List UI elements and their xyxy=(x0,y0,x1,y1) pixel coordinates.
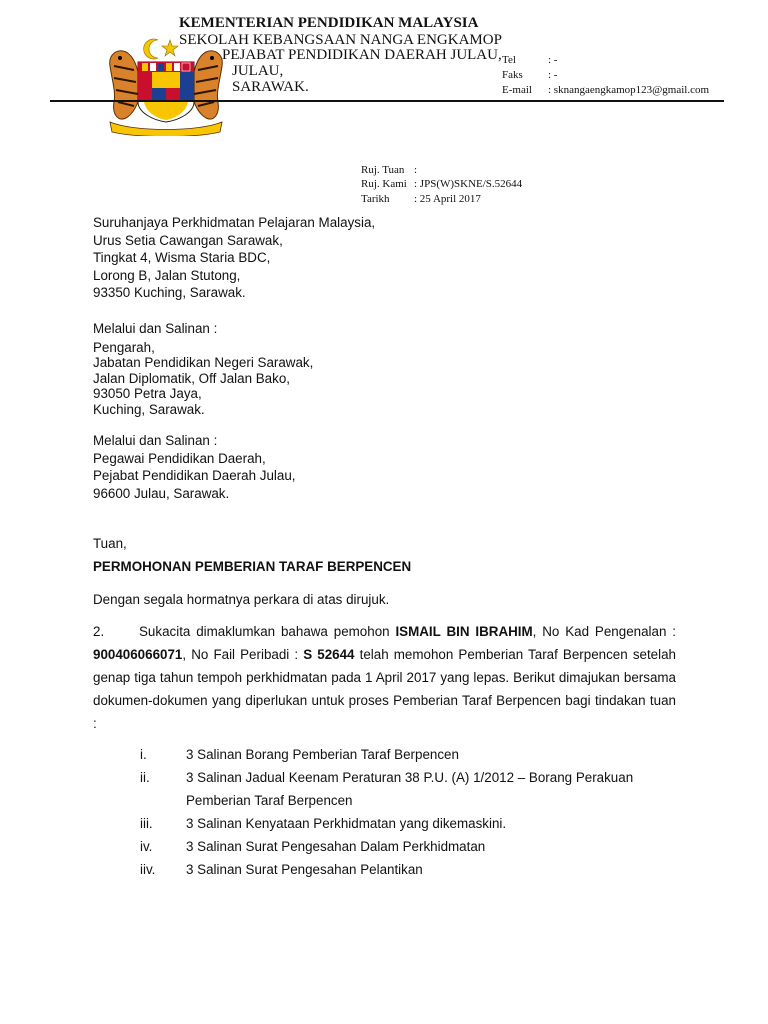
list-item: iv. 3 Salinan Surat Pengesahan Dalam Perkhidmatan xyxy=(140,839,486,854)
list-item: iiv. 3 Salinan Surat Pengesahan Pelantikan xyxy=(140,862,423,877)
letter-subject: PERMOHONAN PEMBERIAN TARAF BERPENCEN xyxy=(93,559,412,574)
address-line: 96600 Julau, Sarawak. xyxy=(93,485,230,501)
list-item: iii. 3 Salinan Kenyataan Perkhidmatan yang dikemaskini. xyxy=(140,816,507,831)
applicant-name: ISMAIL BIN IBRAHIM xyxy=(395,624,533,639)
address-line: 93050 Petra Jaya, xyxy=(93,386,202,402)
ref-ruj-tuan: Ruj. Tuan : xyxy=(361,164,418,176)
address-line: Lorong B, Jalan Stutong, xyxy=(93,267,241,283)
contact-email: E-mail : sknangaengkamop123@gmail.com xyxy=(502,84,710,96)
ref-tarikh: Tarikh : 25 April 2017 xyxy=(361,193,481,205)
copy-heading: Melalui dan Salinan : xyxy=(93,433,218,448)
copy-to-district-officer xyxy=(93,432,296,502)
contact-fax: Faks : - xyxy=(502,69,558,81)
recipient-address xyxy=(93,214,375,302)
salutation: Tuan, xyxy=(93,536,127,551)
ministry-name: KEMENTERIAN PENDIDIKAN MALAYSIA xyxy=(179,15,479,31)
ref-ruj-kami: Ruj. Kami : JPS(W)SKNE/S.52644 xyxy=(361,178,523,190)
address-line: Jalan Diplomatik, Off Jalan Bako, xyxy=(93,370,290,386)
file-number: S 52644 xyxy=(303,647,355,662)
state-name: SARAWAK. xyxy=(232,79,309,95)
address-line: Urus Setia Cawangan Sarawak, xyxy=(93,232,283,248)
opening-sentence: Dengan segala hormatnya perkara di atas dirujuk. xyxy=(93,592,390,607)
coat-of-arms-icon xyxy=(104,36,228,136)
school-name: SEKOLAH KEBANGSAAN NANGA ENGKAMOP xyxy=(179,32,502,48)
address-line: 93350 Kuching, Sarawak. xyxy=(93,285,246,301)
address-line: Kuching, Sarawak. xyxy=(93,401,205,417)
address-line: Tingkat 4, Wisma Staria BDC, xyxy=(93,250,271,266)
paragraph-2: 2. Sukacita dimaklumkan bahawa pemohon ISMAIL BIN IBRAHIM, No Kad Pengenalan : 900406066071, No Fail Peribadi : S 52644 telah memohon Pemberian Taraf Berpencen setelah genap tiga tahun tempoh perkhidmatan pada 1 April 2017 yang lepas. Berikut dimajukan bersama dokumen-dokumen yang diperlukan untuk proses Pemberian Taraf Berpencen bagi tindakan tuan : xyxy=(93,620,676,735)
contact-tel: Tel : - xyxy=(502,54,558,66)
office-name: PEJABAT PENDIDIKAN DAERAH JULAU, xyxy=(222,47,502,63)
header-divider xyxy=(50,100,724,102)
address-line: Suruhanjaya Perkhidmatan Pelajaran Malaysia, xyxy=(93,215,376,230)
address-line: Pegawai Pendidikan Daerah, xyxy=(93,450,266,466)
address-line: Pejabat Pendidikan Daerah Julau, xyxy=(93,468,296,484)
list-item: ii. 3 Salinan Jadual Keenam Peraturan 38 P.U. (A) 1/2012 – Borang Perakuan Pemberian Taraf Berpencen xyxy=(140,770,634,808)
ic-number: 900406066071 xyxy=(93,647,183,662)
list-item: i. 3 Salinan Borang Pemberian Taraf Berpencen xyxy=(140,747,459,762)
copy-heading: Melalui dan Salinan : xyxy=(93,321,218,336)
address-line: Pengarah, xyxy=(93,339,155,355)
town-name: JULAU, xyxy=(232,63,284,79)
paragraph-number: 2. xyxy=(93,624,105,639)
copy-to-state-director xyxy=(93,321,313,418)
address-line: Jabatan Pendidikan Negeri Sarawak, xyxy=(93,355,314,371)
